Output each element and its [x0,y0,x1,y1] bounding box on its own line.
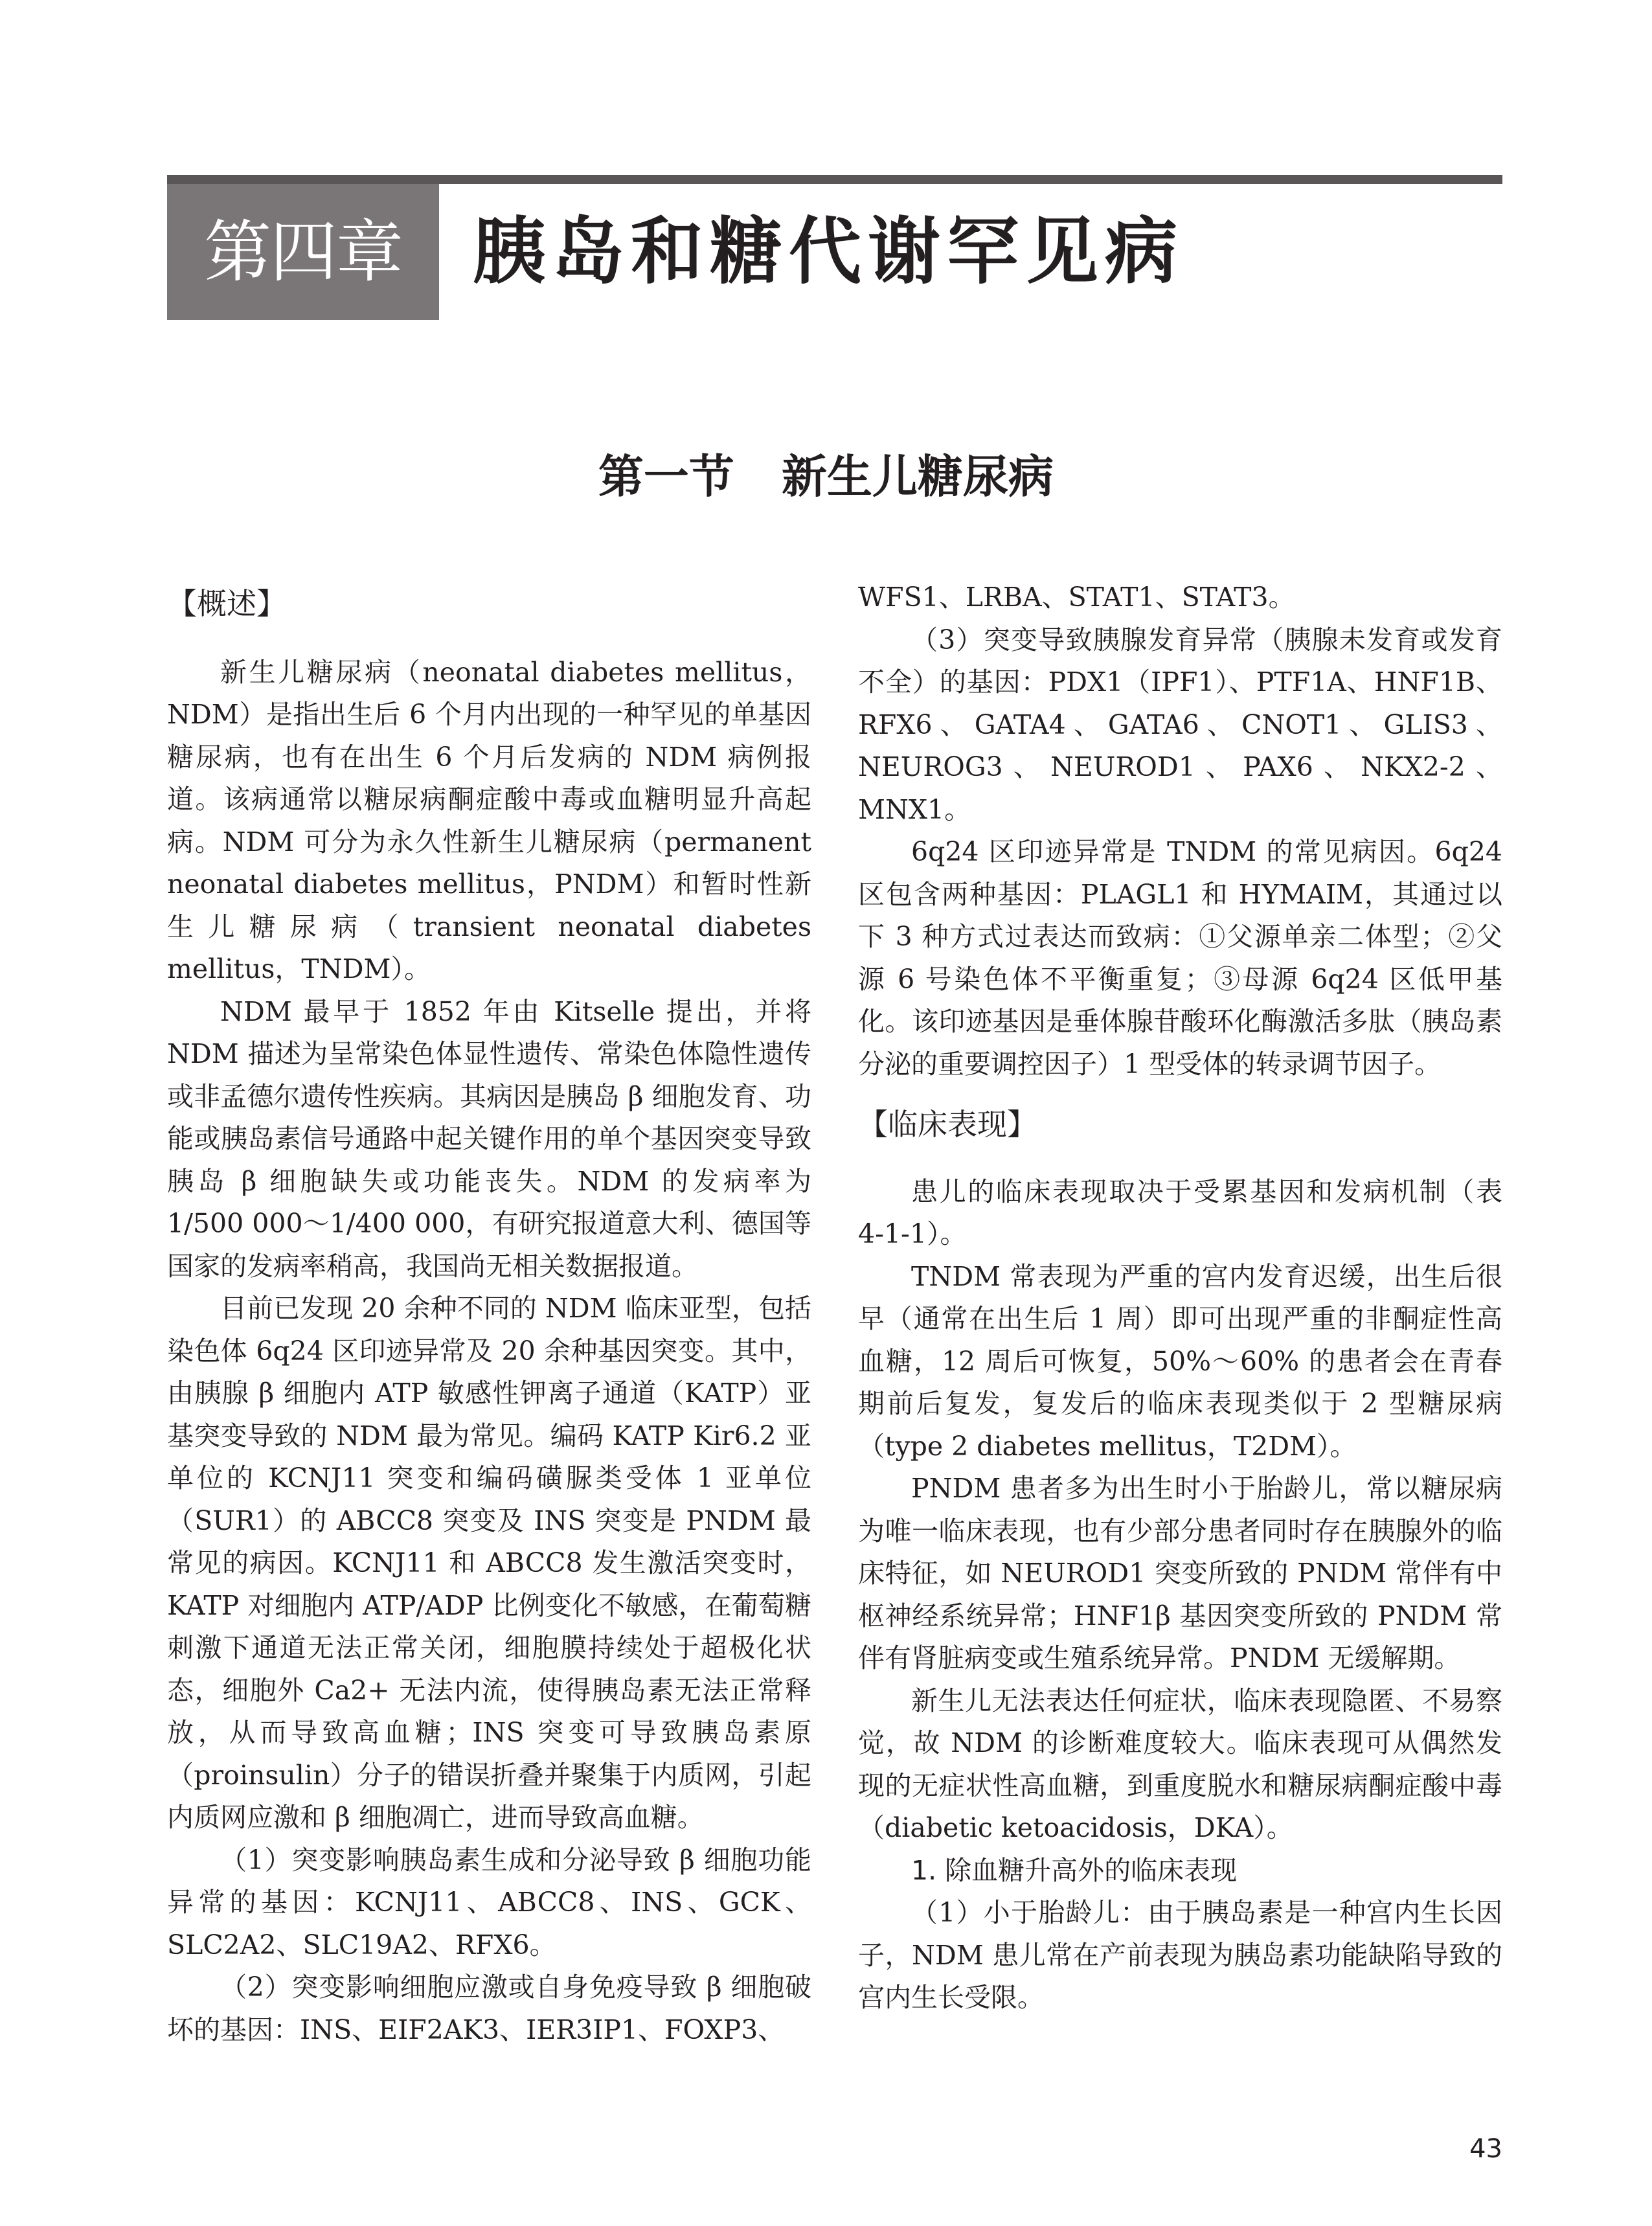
chapter-label: 第四章 [167,184,439,320]
paragraph-genes-2: （2）突变影响细胞应激或自身免疫导致 β 细胞破坏的基因：INS、EIF2AK3、IER3IP1、FOXP3、 [167,1971,811,2045]
left-column [167,583,811,2051]
paragraph-genes-3: （3）突变导致胰腺发育异常（胰腺未发育或发育不全）的基因：PDX1（IPF1）、PTF1A、HNF1B、RFX6、GATA4、GATA6、CNOT1、GLIS3、NEUROG3、NEUROD1、PAX6、NKX2-2、MNX1。 [858,624,1502,825]
paragraph-clinical-intro: 患儿的临床表现取决于受累基因和发病机制（表 4-1-1）。 [858,1175,1502,1249]
paragraph-6q24: 6q24 区印迹异常是 TNDM 的常见病因。6q24 区包含两种基因：PLAGL1 和 HYMAIM，其通过以下 3 种方式过表达而致病：①父源单亲二体型；②父源 6 号染色体不平衡重复；③母源 6q24 区低甲基化。该印迹基因是垂体腺苷酸环化酶激活多肽（胰岛素分泌的重要调控因子）1 型受体的转录调节因子。 [858,836,1502,1080]
paragraph-pndm: PNDM 患者多为出生时小于胎龄儿，常以糖尿病为唯一临床表现，也有少部分患者同时存在胰腺外的临床特征，如 NEUROD1 突变所致的 PNDM 常伴有中枢神经系统异常；HNF1β 基因突变所致的 PNDM 常伴有肾脏病变或生殖系统异常。PNDM 无缓解期。 [858,1473,1502,1674]
paragraph-neonate: 新生儿无法表达任何症状，临床表现隐匿、不易察觉，故 NDM 的诊断难度较大。临床表现可从偶然发现的无症状性高血糖，到重度脱水和糖尿病酮症酸中毒（diabetic ketoacidosis，DKA）。 [858,1685,1502,1843]
paragraph-definition: 新生儿糖尿病（neonatal diabetes mellitus，NDM）是指出生后 6 个月内出现的一种罕见的单基因糖尿病，也有在出生 6 个月后发病的 NDM 病例报道。该病通常以糖尿病酮症酸中毒或血糖明显升高起病。NDM 可分为永久性新生儿糖尿病（permanent neonatal diabetes mellitus，PNDM）和暂时性新生儿糖尿病（transient neonatal diabetes mellitus，TNDM）。 [167,656,811,984]
paragraph-subtypes: 目前已发现 20 余种不同的 NDM 临床亚型，包括染色体 6q24 区印迹异常及 20 余种基因突变。其中，由胰腺 β 细胞内 ATP 敏感性钾离子通道（KATP）亚基突变导致的 NDM 最为常见。编码 KATP Kir6.2 亚单位的 KCNJ11 突变和编码磺脲类受体 1 亚单位（SUR1）的 ABCC8 突变及 INS 突变是 PNDM 最常见的病因。KCNJ11 和 ABCC8 发生激活突变时，KATP 对细胞内 ATP/ADP 比例变化不敏感，在葡萄糖刺激下通道无法正常关闭，细胞膜持续处于超极化状态，细胞外 Ca2+ 无法内流，使得胰岛素无法正常释放，从而导致高血糖；INS 突变可导致胰岛素原（proinsulin）分子的错误折叠并聚集于内质网，引起内质网应激和 β 细胞凋亡，进而导致高血糖。 [167,1293,811,1833]
heading-clinical: 【临床表现】 [858,1107,1037,1142]
paragraph-genes-1: （1）突变影响胰岛素生成和分泌导致 β 细胞功能异常的基因：KCNJ11、ABCC8、INS、GCK、SLC2A2、SLC19A2、RFX6。 [167,1844,811,1960]
subheading-clinical-1: 1. 除血糖升高外的临床表现 [911,1854,1238,1886]
paragraph-tndm: TNDM 常表现为严重的宫内发育迟缓，出生后很早（通常在出生后 1 周）即可出现严重的非酮症性高血糖，12 周后可恢复，50%～60% 的患者会在青春期前后复发，复发后的临床表现类似于 2 型糖尿病（type 2 diabetes mellitus，T2DM）。 [858,1260,1502,1462]
paragraph-history: NDM 最早于 1852 年由 Kitselle 提出，并将 NDM 描述为呈常染色体显性遗传、常染色体隐性遗传或非孟德尔遗传性疾病。其病因是胰岛 β 细胞发育、功能或胰岛素信号通路中起关键作用的单个基因突变导致胰岛 β 细胞缺失或功能丧失。NDM 的发病率为 1/500 000～1/400 000，有研究报道意大利、德国等国家的发病率稍高，我国尚无相关数据报道。 [167,995,811,1282]
paragraph-genes-2-cont: WFS1、LRBA、STAT1、STAT3。 [858,582,1295,613]
chapter-top-rule [167,175,1502,184]
right-column [858,576,1502,2019]
section-title: 第一节 新生儿糖尿病 [598,450,1054,503]
page-number: 43 [1469,2134,1502,2164]
paragraph-sga: （1）小于胎龄儿：由于胰岛素是一种宫内生长因子，NDM 患儿常在产前表现为胰岛素功能缺陷导致的宫内生长受限。 [858,1897,1502,2013]
heading-overview: 【概述】 [167,586,286,621]
chapter-title: 胰岛和糖代谢罕见病 [473,209,1184,294]
